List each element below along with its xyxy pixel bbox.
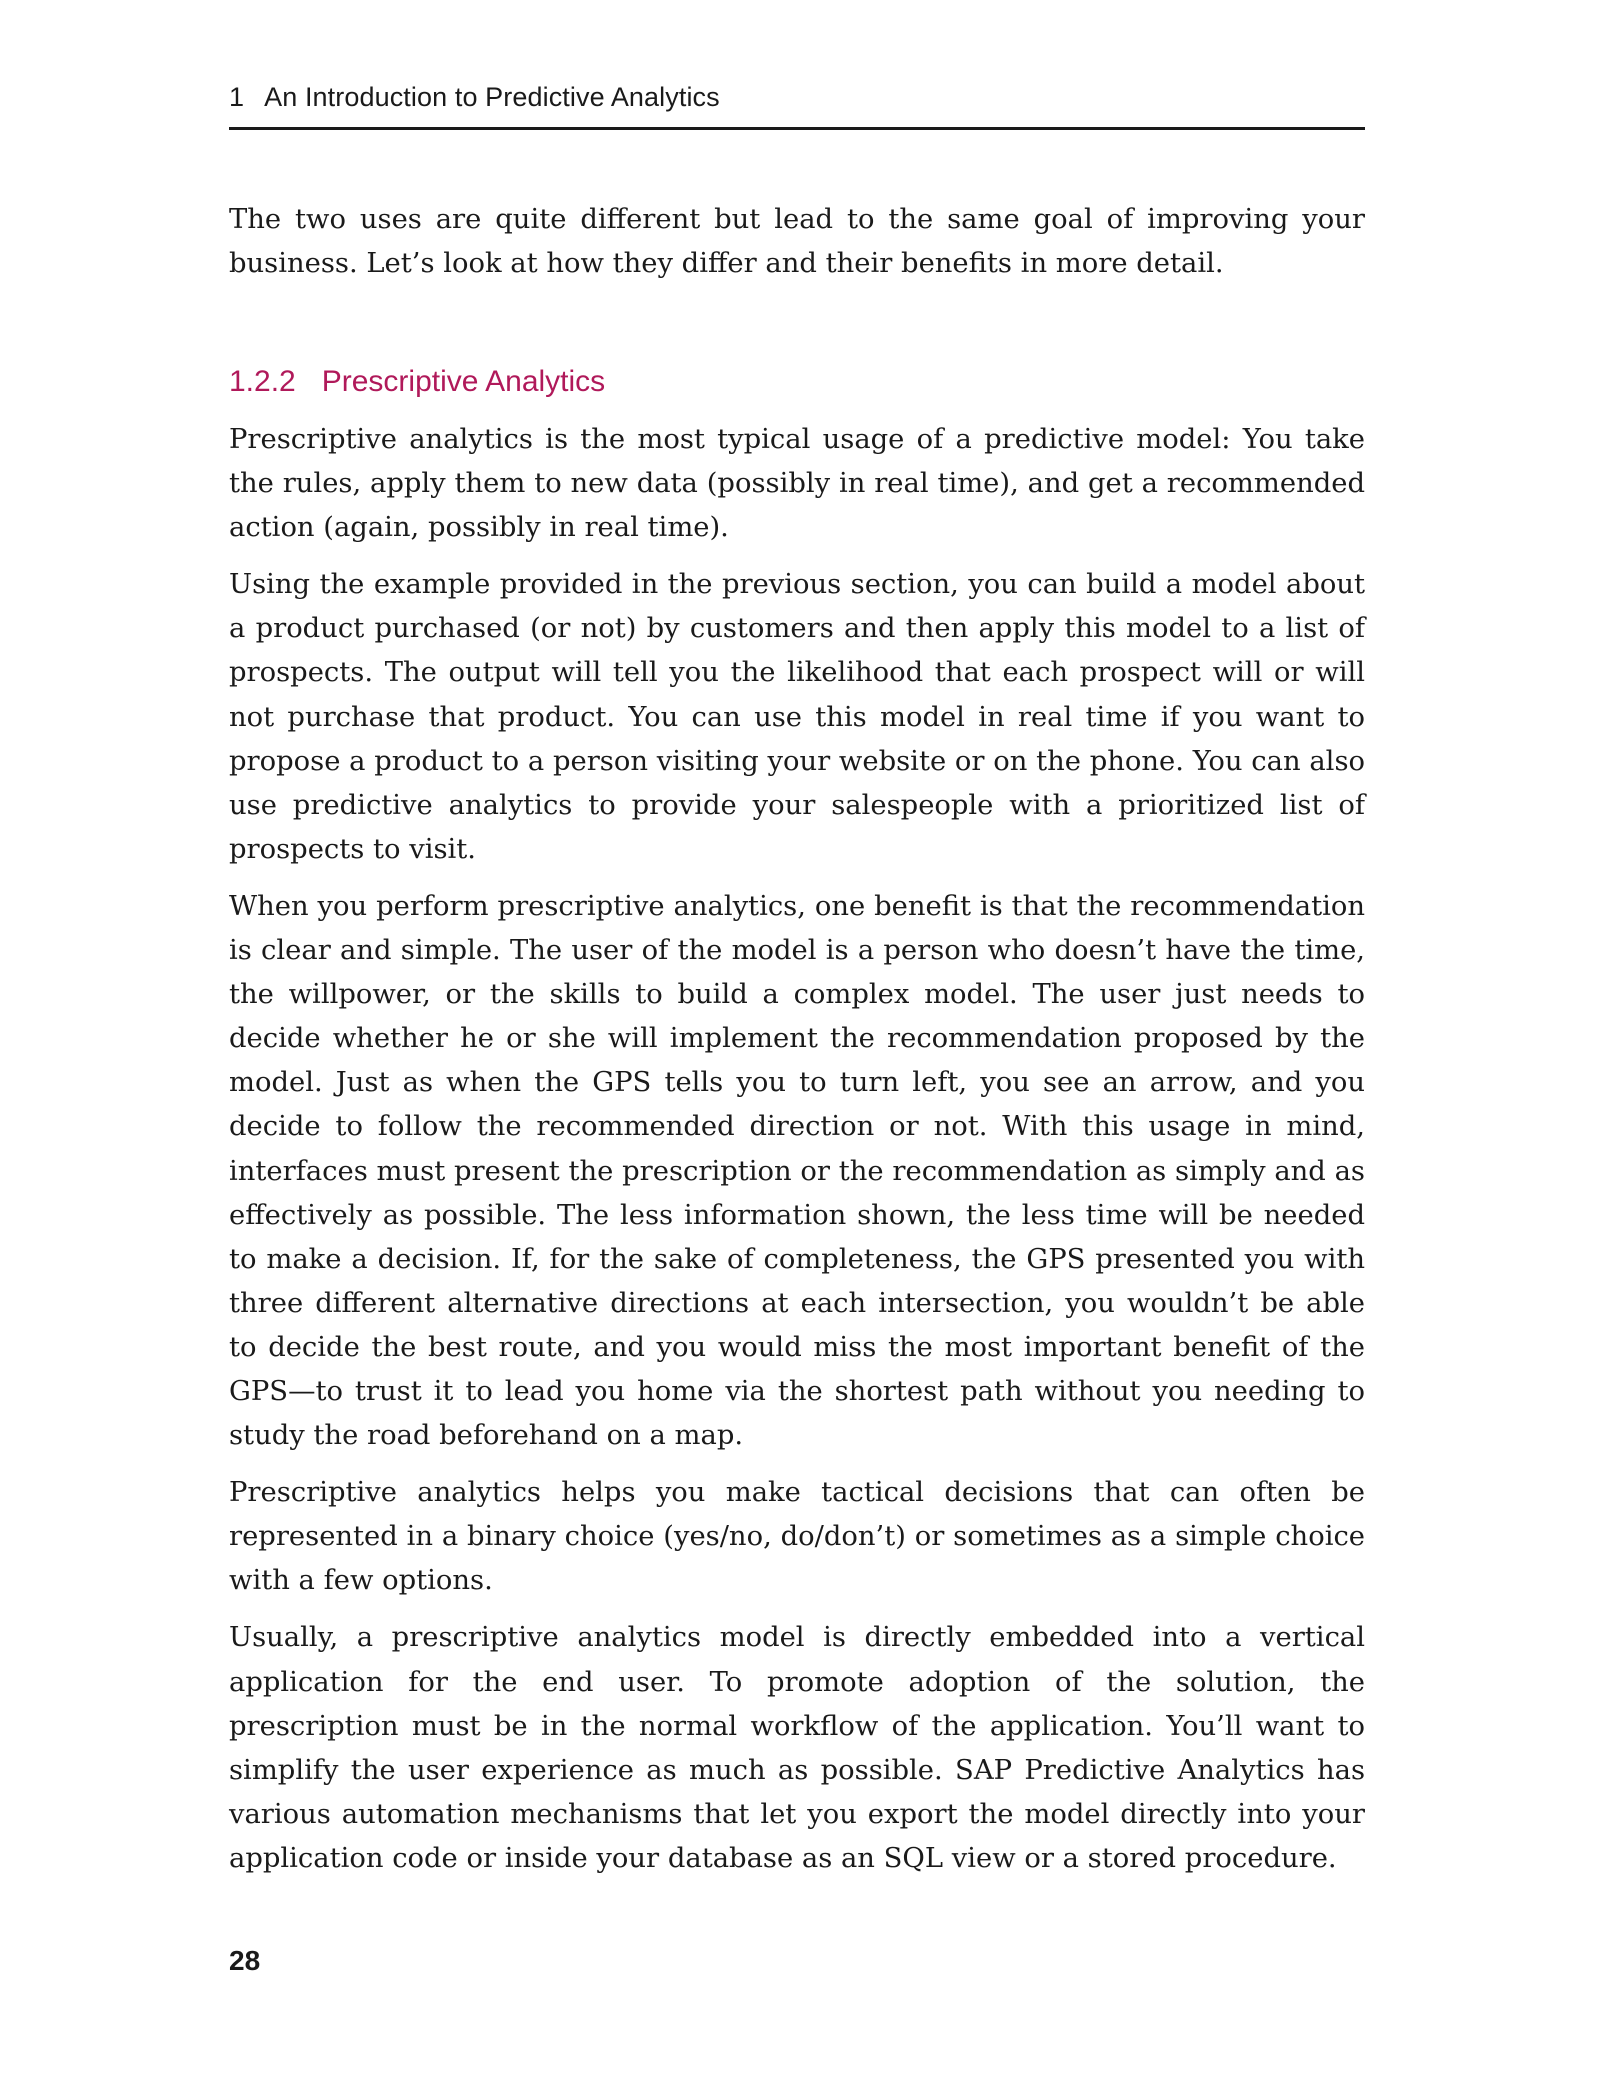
section-heading [229,362,605,402]
page-number: 28 [229,1945,261,1976]
running-header [229,79,1365,130]
body-paragraph: Prescriptive analytics is the most typical usage of a predictive model: You take the rules, apply them to new data (possibly in real time), and get a recommended action (again, possibly in real time). [229,424,1365,544]
body-paragraph: When you perform prescriptive analytics, one benefit is that the recommendation is clear and simple. The user of the model is a person who doesn’t have the time, the willpower, or the skills to build a complex model. The user just needs to decide whether he or she will implement the recommendation proposed by the model. Just as when the GPS tells you to turn left, you see an arrow, and you decide to follow the recommended direction or not. With this usage in mind, interfaces must present the prescription or the recommendation as simply and as effectively as possible. The less information shown, the less time will be needed to make a decision. If, for the sake of completeness, the GPS presented you with three different alternative directions at each intersection, you wouldn’t be able to decide the best route, and you would miss the most important benefit of the GPS—to trust it to lead you home via the shortest path without you needing to study the road beforehand on a map. [229,890,1365,1452]
body-paragraph: Using the example provided in the previous section, you can build a model about a product purchased (or not) by customers and then apply this model to a list of prospects. The output will tell you the likelihood that each prospect will or will not purchase that product. You can use this model in real time if you want to propose a product to a person visiting your website or on the phone. You can also use predictive analytics to provide your salespeople with a prioritized list of prospects to visit. [229,569,1365,865]
section-title: Prescriptive Analytics [321,365,606,398]
intro-block [229,198,1365,286]
section-body [229,418,1365,1894]
chapter-number: 1 [229,82,245,112]
intro-paragraph: The two uses are quite different but lead to the same goal of improving your business. Let’s look at how they differ and their benefits in more detail. [229,204,1365,279]
chapter-title: An Introduction to Predictive Analytics [264,82,720,112]
body-paragraph: Prescriptive analytics helps you make tactical decisions that can often be represented in a binary choice (yes/no, do/don’t) or sometimes as a simple choice with a few options. [229,1477,1365,1597]
section-number: 1.2.2 [229,365,296,398]
body-paragraph: Usually, a prescriptive analytics model is directly embedded into a vertical application for the end user. To promote adoption of the solution, the prescription must be in the normal workflow of the application. You’ll want to simplify the user experience as much as possible. SAP Predictive Analytics has various automation mechanisms that let you export the model directly into your application code or inside your database as an SQL view or a stored procedure. [229,1622,1365,1874]
